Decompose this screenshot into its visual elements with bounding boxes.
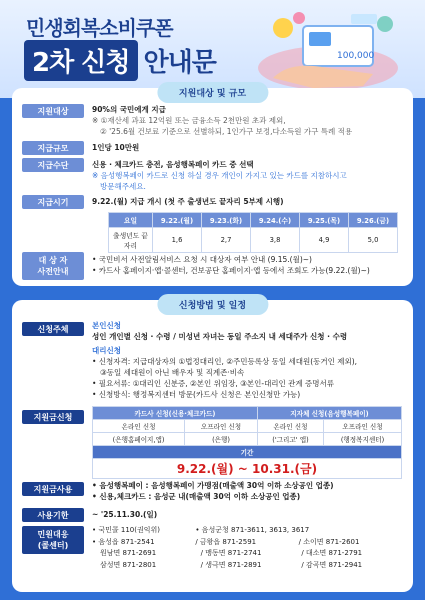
contact-item: / 금왕읍 871-2591 — [195, 537, 257, 546]
proxy-eligibility-cont: ③동일 세대원이 아닌 배우자 및 직계존·비속 — [100, 368, 245, 377]
method-tag: 지급수단 — [22, 158, 84, 172]
scale-tag: 지급규모 — [22, 141, 84, 155]
local-gov-header: 지자체 신청(음성행복페이) — [257, 407, 401, 420]
table-cell: 2,7 — [202, 228, 251, 253]
proxy-heading: 대리신청 — [92, 346, 121, 355]
target-note2: ② '25.6월 건보료 기준으로 선별하되, 1인가구 보정,다소득원 가구 특례 적용 — [100, 127, 353, 136]
contact-item: / 생극면 871-2891 — [200, 560, 262, 569]
self-apply-text: 성인 개인별 신청 · 수령 / 미성년 자녀는 동일 주소지 내 세대주가 신청 · 수령 — [92, 332, 348, 341]
channel-cell: 오프라인 신청 — [185, 420, 258, 433]
contact-item: 원남면 871-2691 — [100, 549, 157, 557]
channel-sub: ('그리고' 앱) — [257, 433, 323, 446]
channel-cell: 오프라인 신청 — [324, 420, 402, 433]
applicant-block — [92, 320, 405, 400]
notice-block — [92, 254, 405, 276]
birth-year-table — [108, 212, 398, 253]
target-note1: ※ ①재산세 과표 12억원 또는 금융소득 2천만원 초과 제외, — [92, 116, 286, 125]
period-header: 기간 — [93, 446, 402, 459]
channel-sub: (은행홈페이지,앱) — [93, 433, 185, 446]
table-header: 9.22.(월) — [153, 213, 202, 228]
target-main: 90%의 국민에게 지급 — [92, 105, 166, 114]
notice-tag: 대 상 자 사전안내 — [22, 252, 84, 280]
channel-table — [92, 406, 402, 479]
hero-title-chip: 2차 신청 — [24, 40, 138, 81]
applicant-tag: 신청주체 — [22, 322, 84, 336]
contact-item: • 국민콜 110(권익위) — [92, 526, 160, 534]
table-cell: 3,8 — [251, 228, 300, 253]
contact-tag: 민원대응 (콜센터) — [22, 526, 84, 554]
contact-item: / 소이면 871-2601 — [298, 537, 360, 546]
apply-period-value: 9.22.(월) ~ 10.31.(금) — [93, 459, 402, 479]
apply-info-card — [12, 300, 413, 592]
contact-item: / 감곡면 871-2941 — [301, 560, 363, 569]
support-info-card — [12, 88, 413, 286]
contact-item: • 음성읍 871-2541 — [92, 537, 155, 546]
table-cell: 5,0 — [349, 228, 398, 253]
notice-line2: • 카드사 홈페이지·앱·콜센터, 건보공단 홈페이지·앱 등에서 조회도 가능(9.22.(월)~) — [92, 266, 370, 275]
hero-title — [24, 40, 216, 81]
channel-tag: 지원금신청 — [22, 410, 84, 424]
target-tag: 지원대상 — [22, 104, 84, 118]
table-header: 9.24.(수) — [251, 213, 300, 228]
period-text: 9.22.(월) 지급 개시 (첫 주 출생년도 끝자리 5부제 시행) — [92, 197, 284, 206]
table-header: 요일 — [109, 213, 153, 228]
contact-item: 삼성면 871-2801 — [100, 560, 157, 569]
table-header: 9.26.(금) — [349, 213, 398, 228]
usage-line1: • 음성행복페이 : 음성행복페이 가맹점(매출액 30억 이하 소상공인 업종) — [92, 481, 334, 490]
method-block — [92, 159, 405, 192]
scale-text: 1인당 10만원 — [92, 143, 140, 152]
contact-row — [92, 548, 402, 560]
usage-block — [92, 480, 405, 502]
self-apply-heading: 본인신청 — [92, 321, 121, 330]
section2-title: 신청방법 및 일정 — [157, 294, 268, 315]
channel-sub: (행정복지센터) — [324, 433, 402, 446]
contact-row — [92, 537, 402, 549]
table-row-label: 출생년도 끝자리 — [109, 228, 153, 253]
target-block — [92, 104, 405, 137]
channel-cell: 온라인 신청 — [257, 420, 323, 433]
table-header: 9.23.(화) — [202, 213, 251, 228]
deadline-tag: 사용기한 — [22, 508, 84, 522]
card-company-header: 카드사 신청(신용·체크카드) — [93, 407, 258, 420]
table-cell: 4,9 — [300, 228, 349, 253]
usage-tag: 지원금사용 — [22, 482, 84, 496]
proxy-method: • 신청방식: 행정복지센터 방문(카드사 신청은 본인신청만 가능) — [92, 390, 301, 399]
hero-subtitle: 민생회복소비쿠폰 — [26, 16, 173, 40]
hero-title-tail: 안내문 — [143, 48, 216, 78]
deadline-text: ~ '25.11.30.(일) — [92, 510, 158, 519]
contact-row — [92, 560, 402, 572]
proxy-eligibility: • 신청자격: 지급대상자의 ①법정대리인, ②주민등록상 동일 세대원(동거인 제외), — [92, 357, 358, 366]
contact-list — [92, 525, 402, 571]
coupon-amount: 100,000 — [337, 51, 375, 61]
period-tag: 지급시기 — [22, 195, 84, 209]
contact-row — [92, 525, 402, 537]
table-cell: 1,6 — [153, 228, 202, 253]
table-header: 9.25.(목) — [300, 213, 349, 228]
method-main: 신용 · 체크카드 충전, 음성행복페이 카드 중 선택 — [92, 160, 254, 169]
method-note2: 방문해주세요. — [100, 182, 146, 191]
channel-cell: 온라인 신청 — [93, 420, 185, 433]
hand-coupon-illustration — [253, 8, 403, 94]
contact-item: / 대소면 871-2791 — [301, 549, 363, 557]
section1-title: 지원대상 및 규모 — [157, 82, 268, 103]
usage-line2: • 신용,체크카드 : 음성군 내(매출액 30억 이하 소상공인 업종) — [92, 492, 301, 501]
contact-item: / 맹동면 871-2741 — [200, 549, 262, 557]
notice-line1: • 국민비서 사전알림서비스 요청 시 대상자 여부 안내 (9.15.(월)~) — [92, 255, 312, 264]
method-note1: ※ 음성행복페이 카드로 신청 하실 경우 개인이 가지고 있는 카드를 지참하시고 — [92, 171, 347, 180]
contact-item: • 음성군청 871-3611, 3613, 3617 — [195, 526, 310, 534]
channel-sub: (은행) — [185, 433, 258, 446]
proxy-documents: • 필요서류: ①대리인 신분증, ②본인 위임장, ③본인-대리인 관계 증명서류 — [92, 379, 335, 388]
